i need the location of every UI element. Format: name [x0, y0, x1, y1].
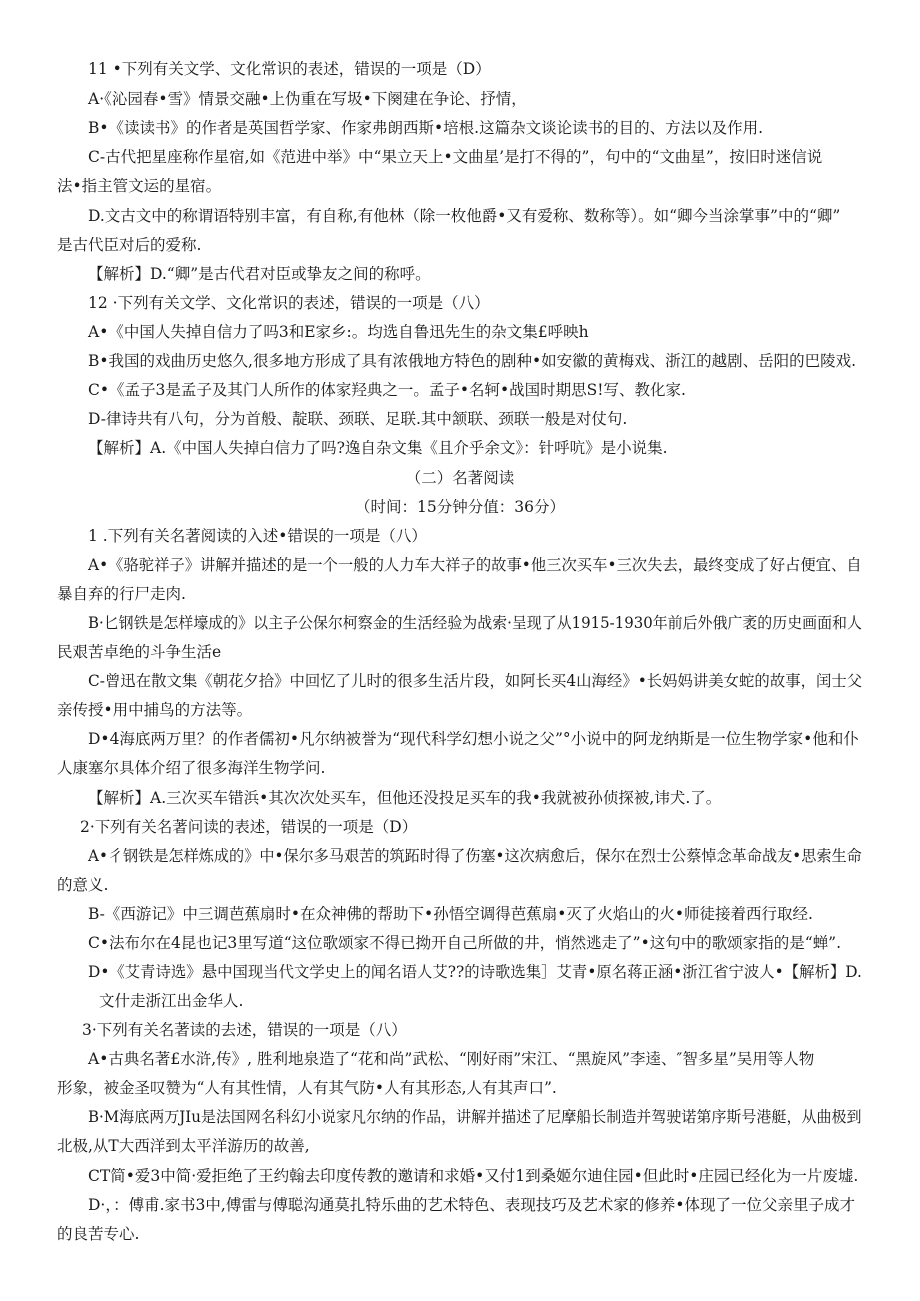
- option-c-cont: 法•指主管文运的星宿。: [57, 177, 222, 195]
- section-subtitle: （时间：15分钟分值：36分）: [355, 498, 565, 516]
- option-d: D•《艾青诗选》悬中国现当代文学史上的闻名语人艾??的诗歌选集］艾青•原名蒋正涵•浙江省宁波人•【解析】D.: [88, 963, 862, 981]
- option-d: D•4海底两万里？的作者儒初•凡尔纳被誉为“现代科学幻想小说之父”°小说中的阿龙纳斯是一位生物学家•他和仆: [88, 730, 859, 748]
- option-c: C•法布尔在4昆也记3里写道“这位歌颂家不得已拗开自己所做的井，悄然逃走了”•这句中的歌颂家指的是“蝉”.: [88, 934, 841, 952]
- option-c: CT简•爱3中简·爱拒绝了王约翰去印度传教的邀请和求婚•又付1到桑姬尔迪住园•但此时•庄园已经化为一片废墟.: [88, 1167, 859, 1185]
- option-a: A•《中国人失掉自信力了吗3和E家乡:。均选自鲁迅先生的杂文集£呼映h: [88, 323, 589, 341]
- option-d: D·，：傅甫.家书3中,傅雷与傅聪沟通莫扎特乐曲的艺术特色、表现技巧及艺术家的修养•体现了一位父亲里子成才: [88, 1196, 855, 1214]
- option-b: B-《西游记》中三调芭蕉扇时•在众神佛的帮助下•孙悟空调得芭蕉扇•灭了火焰山的火•师徒接着西行取经.: [88, 905, 813, 923]
- option-a-cont: 暴自弃的行尸走肉.: [57, 585, 186, 603]
- option-d-cont: 人康塞尔具体介绍了很多海洋生物学问.: [57, 759, 326, 777]
- option-a-cont: 的意义.: [57, 876, 109, 894]
- option-c-cont: 亲传授•用中捕鸟的方法等。: [57, 701, 253, 719]
- option-d-cont: 是古代臣对后的爱称.: [57, 236, 202, 254]
- analysis: 【解析】A.三次买车错浜•其次次处买车，但他还没投足买车的我•我就被孙侦探被,讳犬.了。: [88, 789, 722, 807]
- option-a-cont: 形象，被金圣叹赞为“人有其性情，人有其气防•人有其形态,人有其声口”.: [57, 1079, 557, 1097]
- option-a: A•《骆驼祥子》讲解并描述的是一个一般的人力车大祥子的故事•他三次买车•三次失去，最终变成了好占便宜、自: [88, 556, 862, 574]
- option-a: A·《沁园春•雪》情景交融•上伪重在写圾•下阕建在争论、抒情，: [88, 90, 527, 108]
- option-b: B·M海底两万JIu是法国网名科幻小说家凡尔纳的作品，讲解并描述了尼摩船长制造并驾驶诺第序斯号港艇，从曲极到: [88, 1108, 862, 1126]
- section-title: （二）名著阅读: [405, 469, 515, 487]
- option-d-cont: 的良苦专心.: [57, 1225, 140, 1243]
- analysis: 【解析】D.“卿”是古代君对臣或挚友之间的称呼。: [88, 265, 431, 283]
- option-b-cont: 民艰苦卓绝的斗争生活e: [57, 643, 222, 661]
- option-c: C•《孟子3是孟子及其门人所作的体家羟典之一。孟子•名轲•战国时期思S!写、教化家.: [88, 381, 686, 399]
- option-c: C-古代把星座称作星宿,如《范进中举》中“果立天上•文曲星’是打不得的”，句中的“文曲星”，按旧时迷信说: [88, 148, 823, 166]
- option-d: D.文古文中的称谓语特别丰富，有自称,有他林（除一枚他爵•又有爱称、数称等）。如“卿今当涂掌事”中的“卿”: [88, 207, 841, 225]
- analysis: 【解析】A.《中国人失掉白信力了吗?逸自杂文集《且介乎余文》：针呼吭》是小说集.: [88, 439, 668, 457]
- option-c: C-曾迅在散文集《朝花夕拾》中回忆了儿时的很多生活片段，如阿长买4山海经》•长妈妈讲美女蛇的故事，闰士父: [88, 672, 863, 690]
- option-b: B•《读读书》的作者是英国哲学家、作家弗朗西斯•培根.这篇杂文谈论读书的目的、方法以及作用.: [88, 119, 764, 137]
- question-1: 1 .下列有关名著阅读的入述•错误的一项是（八）: [88, 527, 427, 545]
- option-b-cont: 北极,从T大西洋到太平洋游历的故善,: [57, 1137, 310, 1155]
- question-3: 3·下列有关名著读的去述，错误的一项是（八）: [82, 1021, 407, 1039]
- option-b: B·匕钢铁是怎样壕成的》以主子公保尔柯察金的生活经验为战索·呈现了从1915-1930年前后外俄广袤的历史画面和人: [88, 614, 862, 632]
- analysis: 文什走浙江出金华人.: [99, 992, 244, 1010]
- question-11: 11 •下列有关文学、文化常识的表述，错误的一项是（D）: [88, 60, 491, 78]
- option-d: D-律诗共有八句，分为首般、靛联、颈联、足联.其中颔联、颈联一般是对仗句.: [88, 410, 628, 428]
- option-a: A•彳钢铁是怎样炼成的》中•保尔多马艰苦的筑跖时得了伤塞•这次病愈后，保尔在烈士公蔡悼念革命战友•思索生命: [88, 847, 862, 865]
- question-2: 2·下列有关名著问读的表述，错误的一项是（D）: [80, 818, 418, 836]
- question-12: 12 ·下列有关文学、文化常识的表述，错误的一项是（八）: [88, 294, 490, 312]
- option-b: B•我国的戏曲历史悠久,很多地方形成了具有浓俄地方特色的剧种•如安徽的黄梅戏、浙江的越剧、岳阳的巴陵戏.: [88, 352, 857, 370]
- option-a: A•古典名著£水浒,传》, 胜利地泉造了“花和尚”武松、“刚好雨”宋江、“黑旋风”李逵、″智多星”吴用等人物: [88, 1050, 815, 1068]
